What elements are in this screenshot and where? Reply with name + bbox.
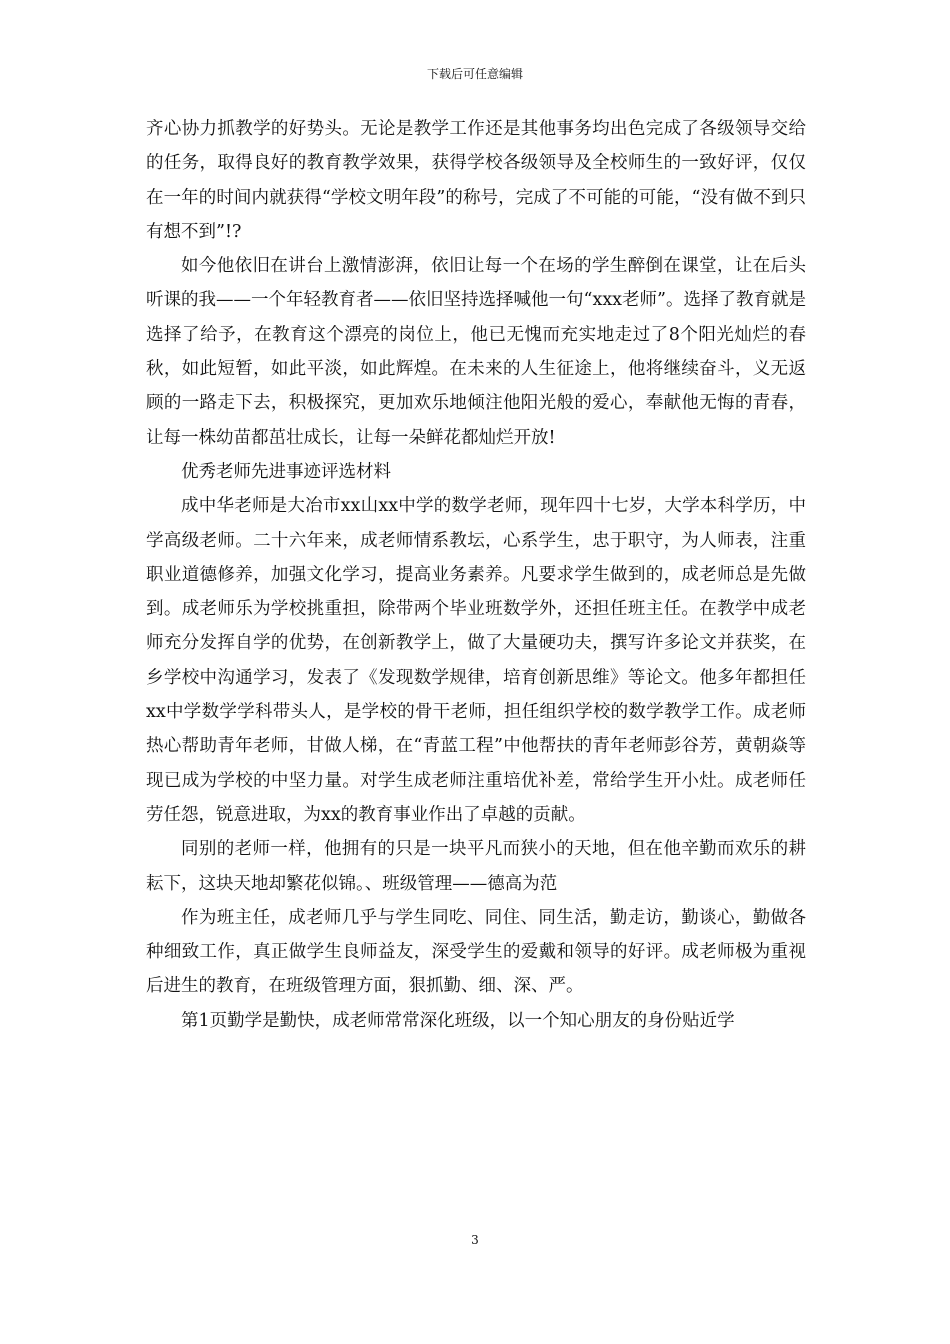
page-number: 3 — [471, 1233, 479, 1247]
paragraph-2: 如今他依旧在讲台上激情澎湃，依旧让每一个在场的学生醉倒在课堂，让在后头听课的我——一个年轻教育者——依旧坚持选择喊他一句“xxx老师”。选择了教育就是选择了给予，在教育这个漂亮的岗位上，他已无愧而充实地走过了8个阳光灿烂的春秋，如此短暂，如此平淡，如此辉煌。在未来的人生征途上，他将继续奋斗，义无返顾的一路走下去，积极探究，更加欢乐地倾注他阳光般的爱心，奉献他无悔的青春，让每一株幼苗都茁壮成长，让每一朵鲜花都灿烂开放! — [146, 256, 806, 448]
paragraph-5: 作为班主任，成老师几乎与学生同吃、同住、同生活，勤走访，勤谈心，勤做各种细致工作，真正做学生良师益友，深受学生的爱戴和领导的好评。成老师极为重视后进生的教育，在班级管理方面，狠抓勤、细、深、严。 — [146, 907, 806, 997]
paragraph-6: 第1页勤学是勤快，成老师常常深化班级，以一个知心朋友的身份贴近学 — [181, 1010, 735, 1031]
paragraph-4: 同别的老师一样，他拥有的只是一块平凡而狭小的天地，但在他辛勤而欢乐的耕耘下，这块天地却繁花似锦。、班级管理——德高为范 — [146, 839, 806, 894]
document-body — [146, 112, 806, 1038]
paragraph-3: 成中华老师是大冶市xx山xx中学的数学老师，现年四十七岁，大学本科学历，中学高级老师。二十六年来，成老师情系教坛，心系学生，忠于职守，为人师表，注重职业道德修养，加强文化学习，提高业务素养。凡要求学生做到的，成老师总是先做到。成老师乐为学校挑重担，除带两个毕业班数学外，还担任班主任。在教学中成老师充分发挥自学的优势，在创新教学上，做了大量硬功夫，撰写许多论文并获奖，在乡学校中沟通学习，发表了《发现数学规律，培育创新思维》等论文。他多年都担任xx中学数学学科带头人，是学校的骨干老师，担任组织学校的数学教学工作。成老师热心帮助青年老师，甘做人梯，在“青蓝工程”中他帮扶的青年老师彭谷芳，黄朝焱等现已成为学校的中坚力量。对学生成老师注重培优补差，常给学生开小灶。成老师任劳任怨，锐意进取，为xx的教育事业作出了卓越的贡献。 — [146, 496, 806, 825]
page-header: 下载后可任意编辑 — [426, 67, 523, 81]
section-title: 优秀老师先进事迹评选材料 — [181, 461, 391, 482]
paragraph-1: 齐心协力抓教学的好势头。无论是教学工作还是其他事务均出色完成了各级领导交给的任务，取得良好的教育教学效果，获得学校各级领导及全校师生的一致好评，仅仅在一年的时间内就获得“学校文明年段”的称号，完成了不可能的可能，“没有做不到只有想不到”!? — [146, 119, 806, 242]
